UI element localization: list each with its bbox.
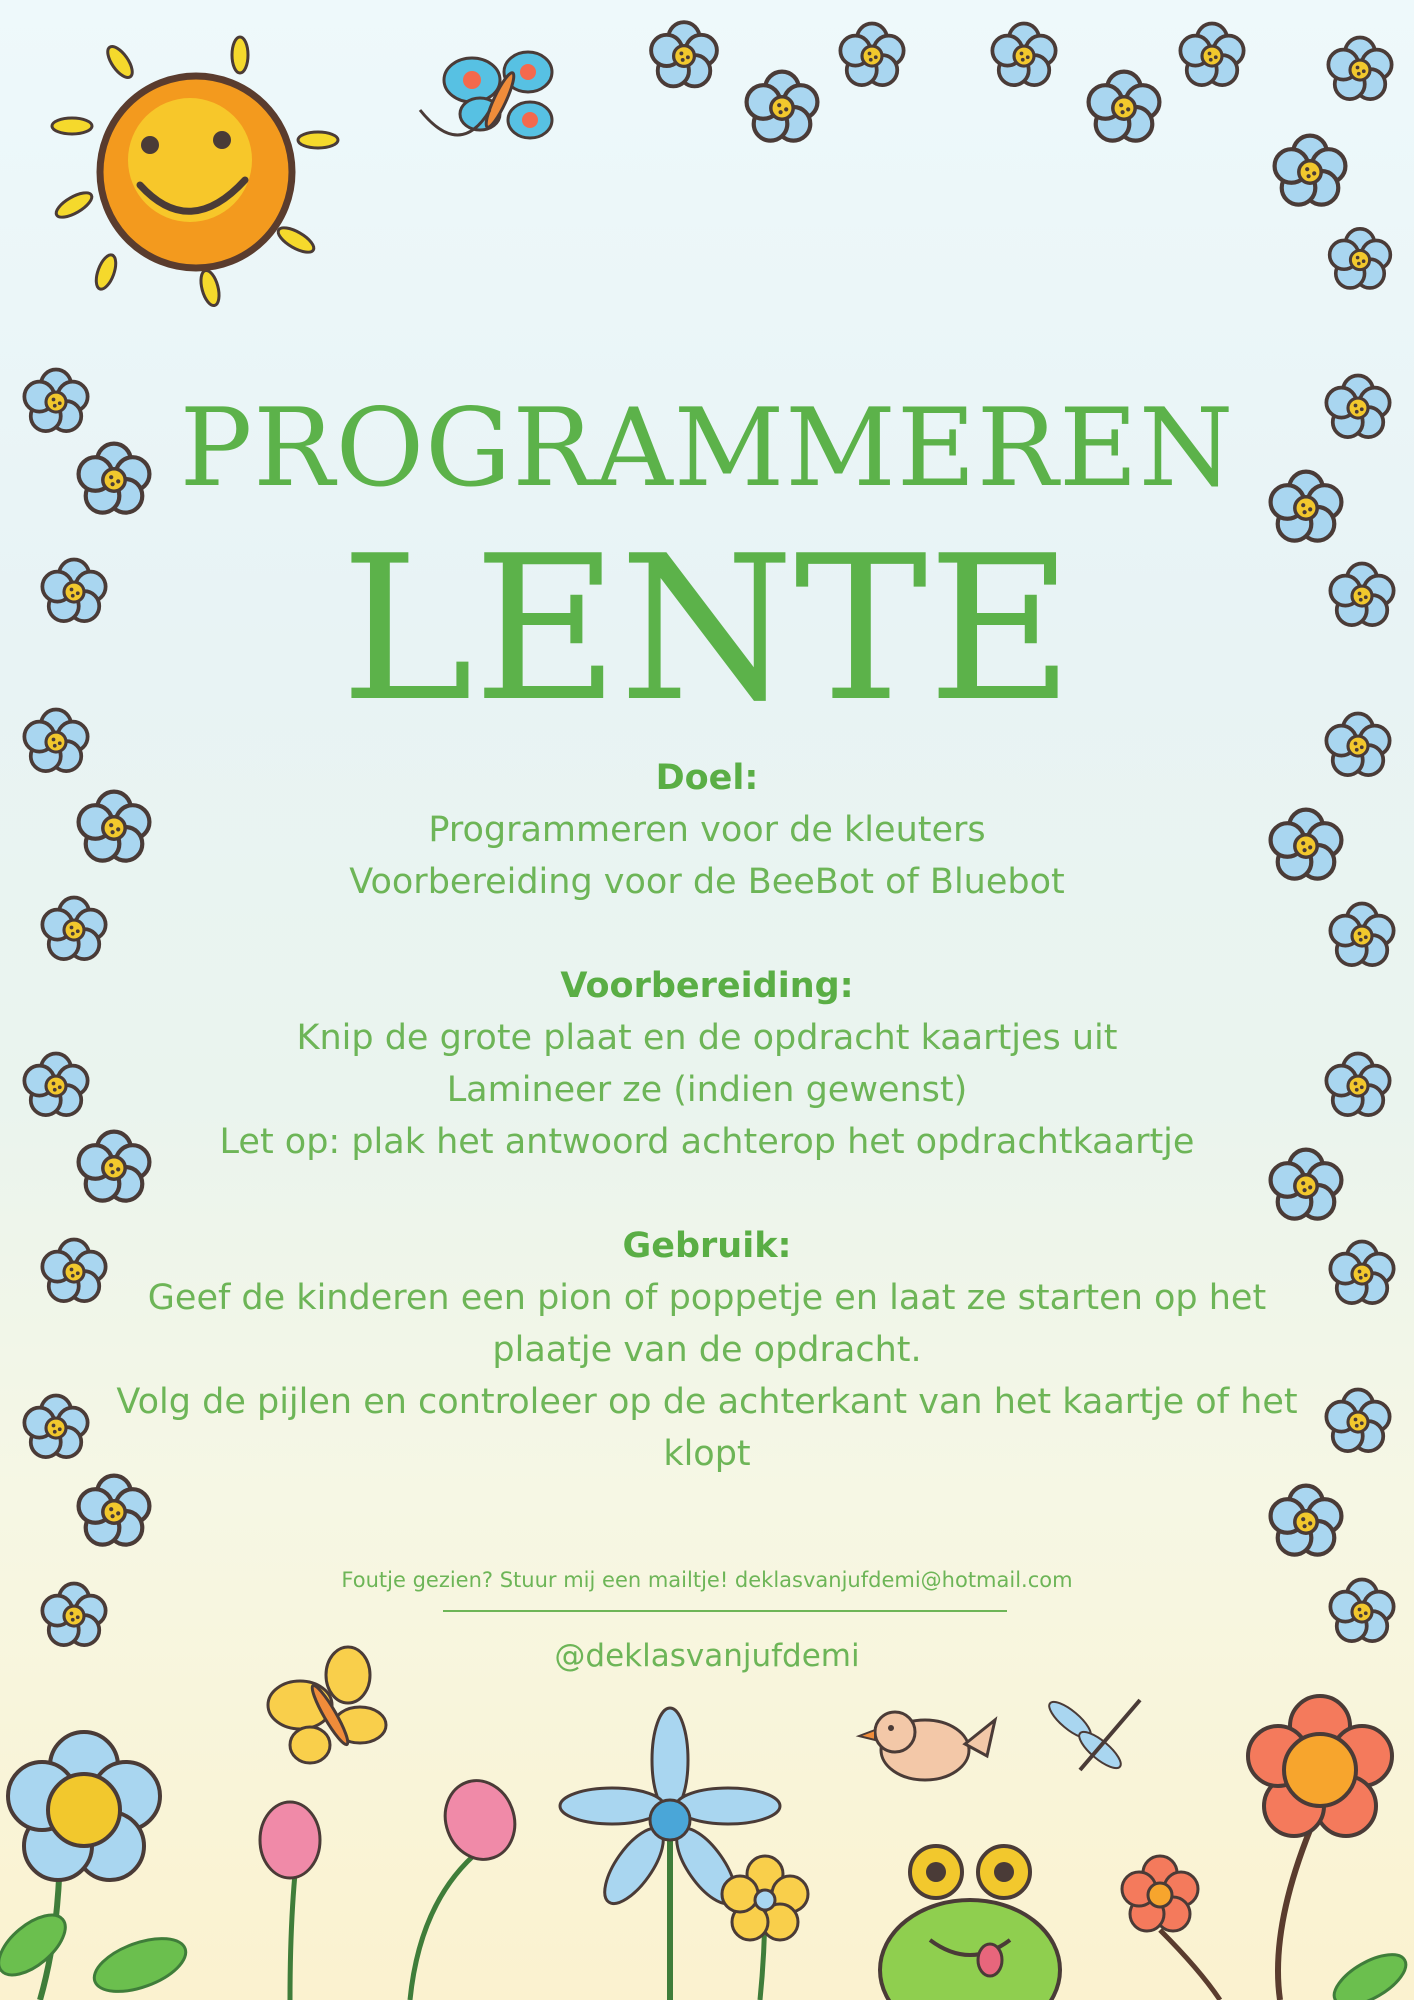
garden-scene: [0, 1647, 1414, 2000]
flower-border-top: [651, 22, 1392, 288]
spacer: [110, 908, 1304, 960]
gebruik-heading: Gebruik:: [622, 1226, 792, 1266]
title-programmeren: PROGRAMMEREN: [179, 386, 1235, 511]
instructions-block: [110, 752, 1304, 1480]
voorbereiding-heading: Voorbereiding:: [560, 966, 854, 1006]
gebruik-line: Geef de kinderen een pion of poppetje en laat ze starten op het: [147, 1278, 1267, 1318]
gebruik-line: klopt: [663, 1434, 751, 1474]
social-handle: @deklasvanjufdemi: [554, 1638, 860, 1674]
gebruik-line: plaatje van de opdracht.: [492, 1330, 922, 1370]
doel-heading: Doel:: [655, 758, 759, 798]
doel-line: Programmeren voor de kleuters: [428, 810, 986, 850]
butterfly-icon: [420, 52, 552, 138]
sun-icon: [52, 37, 338, 307]
spacer: [110, 1168, 1304, 1220]
feedback-note: Foutje gezien? Stuur mij een mailtje! deklasvanjufdemi@hotmail.com: [341, 1568, 1073, 1592]
gebruik-line: Volg de pijlen en controleer op de achterkant van het kaartje of het: [116, 1382, 1298, 1422]
voorbereiding-line: Let op: plak het antwoord achterop het opdrachtkaartje: [219, 1122, 1195, 1162]
voorbereiding-line: Lamineer ze (indien gewenst): [446, 1070, 968, 1110]
doel-line: Voorbereiding voor de BeeBot of Bluebot: [349, 862, 1065, 902]
divider: [443, 1610, 1007, 1612]
title-lente: LENTE: [340, 513, 1074, 746]
voorbereiding-line: Knip de grote plaat en de opdracht kaartjes uit: [296, 1018, 1118, 1058]
